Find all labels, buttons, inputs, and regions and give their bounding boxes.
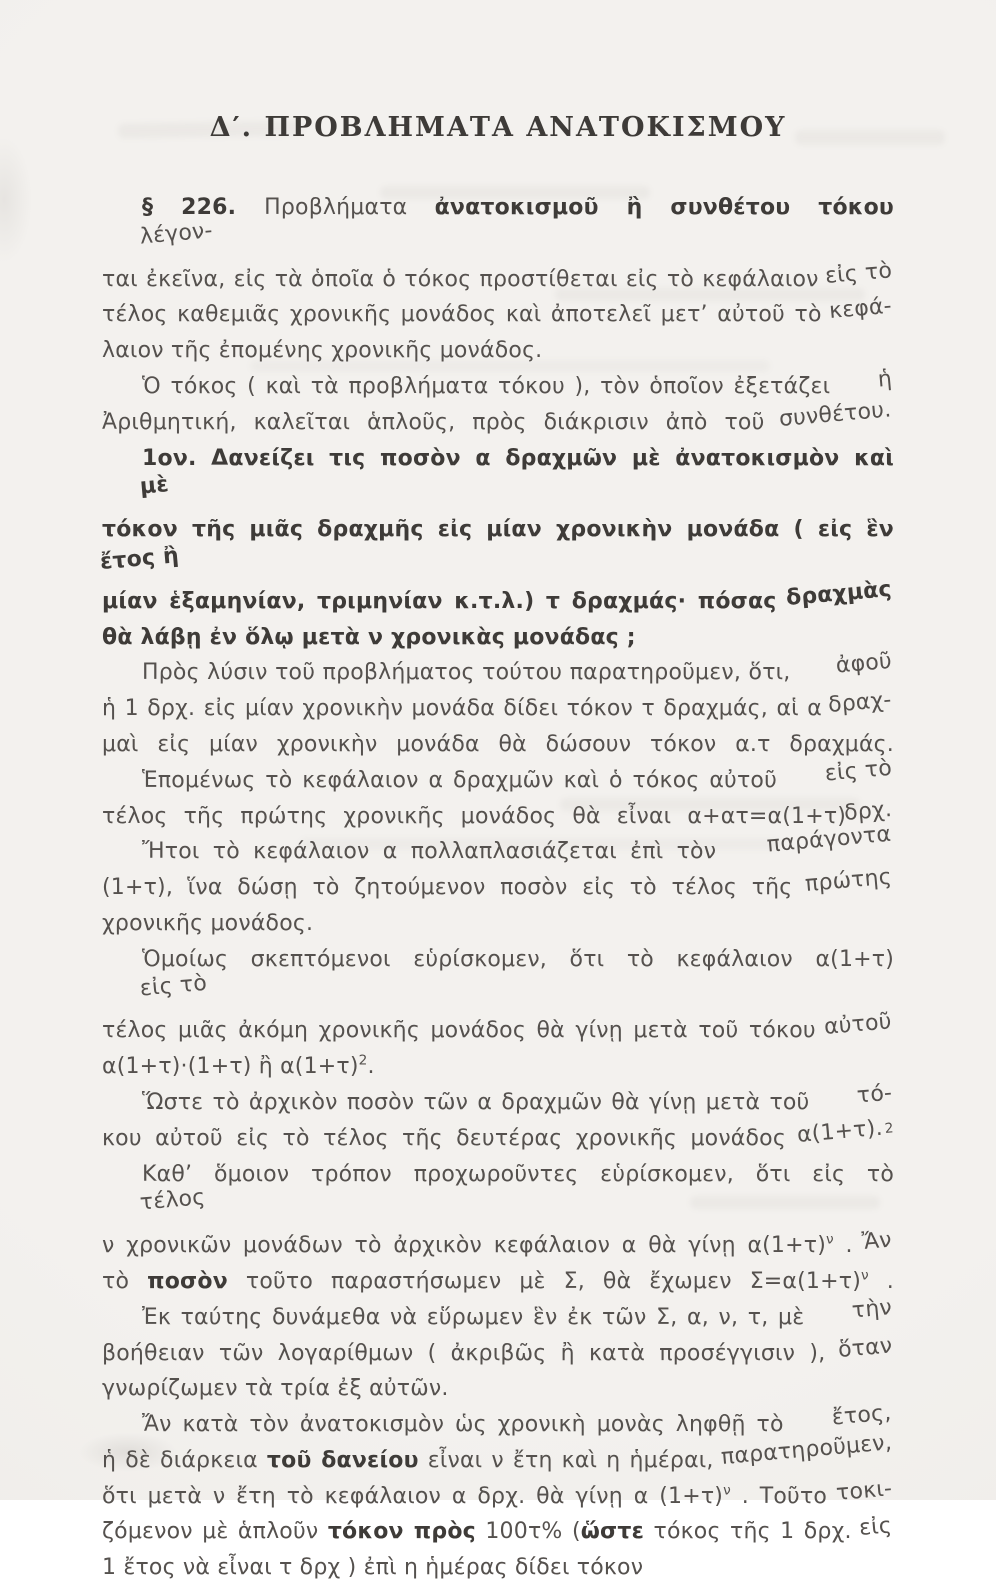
text-line (102, 190, 894, 262)
text-segment: τοκι- (834, 1475, 894, 1506)
text-segment: Ὁμοίως σκεπτόμενοι εὑρίσκομεν, ὅτι τὸ κεφάλαιον α(1+τ) (142, 946, 894, 972)
text-segment: . Τοῦτο (730, 1483, 838, 1509)
text-segment: τέλος (138, 1185, 207, 1216)
text-line (102, 1475, 894, 1515)
text-segment: ζόμενον μὲ ἁπλοῦν (102, 1519, 328, 1545)
body-text (99, 190, 895, 1586)
text-segment: (1+τ), ἵνα δώσῃ τὸ ζητούμενον ποσὸν εἰς τὸ τέλος τῆς (102, 875, 808, 901)
text-segment: ἔτος ἢ (99, 543, 180, 576)
text-segment: κεφά- (828, 294, 893, 325)
text-segment: γνωρίζωμεν τὰ τρία ἐξ αὐτῶν. (102, 1376, 449, 1402)
text-line (102, 1430, 894, 1479)
superscript: ν (825, 1231, 834, 1248)
text-line (102, 906, 894, 942)
text-segment: μαὶ εἰς μίαν χρονικὴν μονάδα θὰ δώσουν τόκον α.τ δραχμάς. (102, 731, 894, 757)
text-segment: . (367, 1054, 375, 1080)
text-segment: ἀνατοκισμοῦ ἢ συνθέτου τόκου (434, 195, 894, 220)
text-segment: Ἐκ ταύτης δυνάμεθα νὰ εὕρωμεν ἓν ἐκ τῶν Σ, α, ν, τ, μὲ (142, 1304, 814, 1330)
text-line (102, 1332, 894, 1372)
text-segment: Ἄν (861, 1227, 894, 1256)
text-segment: α(1+τ). (796, 1115, 885, 1148)
text-segment: 1ον. Δανείζει τις ποσὸν α δραχμῶν μὲ ἀνατοκισμὸν καὶ (142, 445, 894, 471)
text-segment: εἰς τὸ (138, 970, 208, 1002)
text-line (102, 822, 894, 870)
text-line (102, 755, 894, 799)
text-line (102, 649, 894, 691)
text-segment: εἰς (858, 1513, 894, 1542)
text-segment: μὲ (138, 472, 170, 500)
text-segment: λαιον τῆς ἐπομένης χρονικῆς μονάδος. (102, 338, 543, 364)
text-line (102, 620, 894, 656)
text-line (102, 687, 894, 727)
text-segment: τόκον πρὸς (327, 1519, 476, 1545)
text-segment: ν χρονικῶν μονάδων τὸ ἀρχικὸν κεφάλαιον α θὰ γίνῃ α(1+τ) (102, 1233, 826, 1259)
superscript: ν (723, 1482, 731, 1499)
text-segment: ποσὸν (147, 1268, 228, 1294)
text-segment: ὅταν (836, 1332, 894, 1363)
text-segment: ἡ 1 δρχ. εἰς μίαν χρονικὴν μονάδα δίδει τόκον τ δραχμάς, αἱ α (102, 696, 831, 722)
text-segment: Πρὸς λύσιν τοῦ προβλήματος τούτου παρατηροῦμεν, ὅτι, (142, 660, 798, 686)
text-segment: παράγοντα (766, 822, 893, 858)
text-segment: ἡ (876, 366, 894, 393)
text-segment: πρώτης (804, 864, 893, 898)
text-segment: αὐτοῦ (823, 1009, 893, 1041)
text-segment: Ὥστε τὸ ἀρχικὸν ποσὸν τῶν α δραχμῶν θὰ γίνῃ μετὰ τοῦ (142, 1089, 819, 1115)
text-segment: δρχ. (843, 796, 894, 826)
text-segment: Προβλήματα (264, 195, 435, 220)
text-line (102, 333, 894, 369)
text-segment: § 226. (142, 195, 265, 220)
text-line (99, 512, 894, 584)
text-line (102, 1049, 894, 1085)
text-line (102, 942, 894, 1014)
text-segment: ἔτος, (831, 1400, 893, 1431)
text-segment: τόκον τῆς μιᾶς δραχμῆς εἰς μίαν χρονικὴν μονάδα ( εἰς ἓν (102, 517, 894, 543)
text-line (102, 294, 894, 333)
text-segment: μίαν ἑξαμηνίαν, τριμηνίαν κ.τ.λ.) τ δραχμάς· πόσας (102, 588, 789, 614)
text-line (102, 1371, 894, 1407)
superscript: ν (860, 1267, 869, 1284)
text-segment: εἰς τὸ (823, 257, 893, 289)
text-line (102, 366, 894, 405)
text-segment: ται ἐκεῖνα, εἰς τὰ ὁποῖα ὁ τόκος προστίθεται εἰς τὸ κεφάλαιον (102, 266, 827, 292)
text-segment: δραχμὰς (785, 576, 893, 611)
text-segment: Ὁ τόκος ( καὶ τὰ προβλήματα τόκου ), τὸν ὁποῖον ἐξετάζει (142, 373, 840, 399)
superscript: 2 (884, 1120, 895, 1138)
text-segment: χρονικῆς μονάδος. (102, 910, 314, 936)
text-segment: τοῦ δανείου (266, 1447, 419, 1473)
text-segment: Ἀριθμητική, καλεῖται ἁπλοῦς, πρὸς διάκρισιν ἀπὸ τοῦ (102, 409, 782, 435)
text-segment: . (833, 1233, 865, 1259)
text-line (102, 864, 894, 906)
text-segment: θὰ λάβῃ ἐν ὅλῳ μετὰ ν χρονικὰς μονάδας ; (102, 624, 636, 650)
text-line (102, 1294, 894, 1336)
text-segment: . (868, 1268, 894, 1294)
text-segment: δραχ- (827, 687, 893, 719)
text-segment: Ἑπομένως τὸ κεφάλαιον α δραχμῶν καὶ ὁ τόκος αὐτοῦ (142, 767, 787, 793)
text-segment: ἀφοῦ (834, 649, 893, 679)
text-segment: 100τ% ( (475, 1519, 581, 1545)
text-segment: τόκος τῆς 1 δρχ. (644, 1519, 862, 1545)
text-segment: παρατηροῦμεν, (719, 1430, 893, 1470)
text-segment: εἰς τὸ (823, 755, 893, 787)
text-segment: τέλος μιᾶς ἀκόμη χρονικῆς μονάδος θὰ γίνῃ μετὰ τοῦ τόκου (102, 1018, 827, 1044)
text-segment: τό- (855, 1080, 893, 1109)
text-line (102, 1157, 894, 1229)
text-segment: 1 ἔτος νὰ εἶναι τ δρχ ) ἐπὶ η ἡμέρας δίδει τόκον (102, 1555, 644, 1581)
text-segment: τὸ (102, 1268, 148, 1294)
text-segment: Ἤτοι τὸ κεφάλαιον α πολλαπλασιάζεται ἐπὶ τὸν (142, 839, 730, 865)
text-segment: κου αὐτοῦ εἰς τὸ τέλος τῆς δευτέρας χρονικῆς μονάδος (102, 1125, 800, 1151)
text-segment: Καθ’ ὅμοιον τρόπον προχωροῦντες εὑρίσκομεν, ὅτι εἰς τὸ (142, 1161, 894, 1187)
text-segment: α(1+τ)·(1+τ) ἢ α(1+τ) (102, 1054, 359, 1080)
text-line (102, 441, 894, 513)
text-line (102, 1228, 894, 1264)
text-line (102, 257, 894, 298)
text-line (102, 576, 894, 620)
superscript: 2 (358, 1052, 368, 1069)
text-line (102, 1514, 894, 1550)
text-segment: βοήθειαν τῶν λογαρίθμων ( ἀκριβῶς ἢ κατὰ προσέγγισιν ), (102, 1340, 840, 1366)
text-segment: λέγον- (138, 218, 214, 250)
text-line (102, 397, 894, 441)
chapter-heading: Δ′. ΠΡΟΒΛΗΜΑΤΑ ΑΝΑΤΟΚΙΣΜΟΥ (209, 112, 787, 143)
text-segment: τέλος τῆς πρώτης χρονικῆς μονάδος θὰ εἶναι α+ατ=α(1+τ) (102, 803, 847, 829)
text-segment: συνθέτου. (778, 397, 893, 432)
text-segment: ἡ δὲ διάρκεια (102, 1447, 267, 1473)
text-segment: εἶναι ν ἔτη καὶ η ἡμέραι, (418, 1447, 723, 1473)
text-segment: Ἄν κατὰ τὸν ἀνατοκισμὸν ὡς χρονικὴ μονὰς ληφθῇ τὸ (142, 1412, 795, 1438)
text-segment: τὴν (850, 1294, 893, 1324)
text-line (102, 1115, 895, 1157)
text-segment: τέλος καθεμιᾶς χρονικῆς μονάδος καὶ ἀποτελεῖ μετ’ αὐτοῦ τὸ (102, 302, 832, 328)
text-line (102, 1080, 894, 1121)
text-line (102, 1550, 894, 1586)
text-segment: τοῦτο παραστήσωμεν μὲ Σ, θὰ ἔχωμεν Σ=α(1+τ) (227, 1268, 861, 1294)
text-line (102, 1009, 894, 1049)
text-segment: ὅτι μετὰ ν ἔτη τὸ κεφάλαιον α δρχ. θὰ γίνῃ α (1+τ) (102, 1483, 724, 1509)
text-line (102, 1264, 894, 1300)
text-segment: ὥστε (580, 1519, 645, 1545)
text-line (102, 727, 894, 763)
